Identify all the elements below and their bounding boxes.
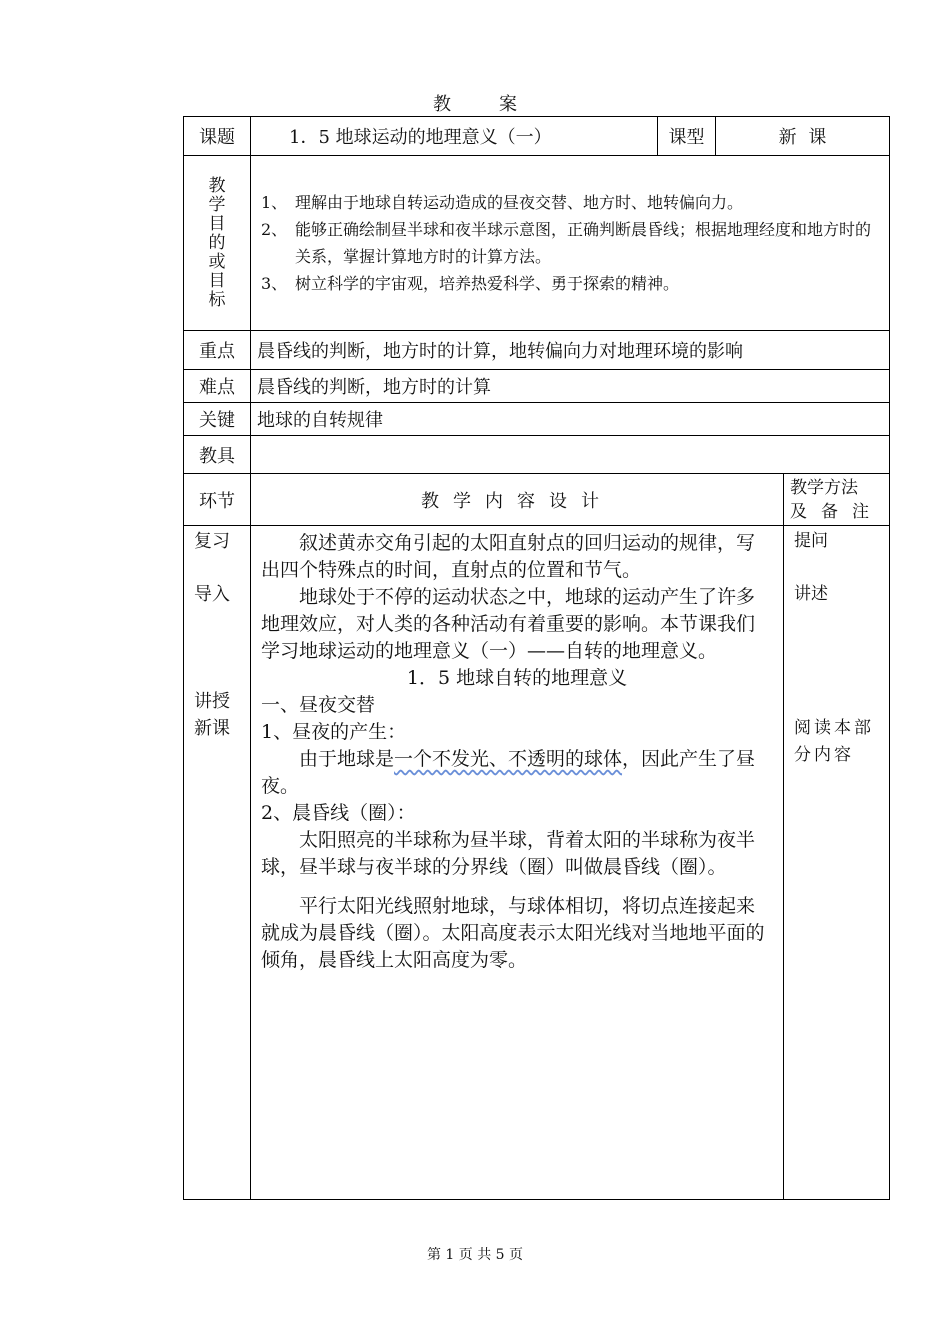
stage-review: 复习: [194, 531, 230, 552]
key-points-label: 重点: [184, 331, 251, 370]
objective-item: 1、 理解由于地球自转运动造成的昼夜交替、地方时、地转偏向力。: [261, 193, 744, 212]
stage-intro: 导入: [194, 584, 230, 605]
highlighted-phrase: 一个不发光、不透明的球体: [394, 748, 623, 770]
note-read: 阅读本部分内容: [794, 718, 874, 765]
heading-origin: 1、昼夜的产生：: [261, 721, 407, 743]
topic-value: 1．5 地球运动的地理意义（一）: [251, 117, 658, 156]
tools-value: [251, 436, 890, 474]
key-label: 关键: [184, 403, 251, 436]
objectives-row: [184, 156, 890, 331]
tools-label: 教具: [184, 436, 251, 474]
solar-altitude-paragraph: 平行太阳光线照射地球，与球体相切，将切点连接起来就成为晨昏线（圈）。太阳高度表示太阳光线对当地地平面的倾角，晨昏线上太阳高度为零。: [261, 895, 765, 971]
key-points-row: [184, 331, 890, 370]
stage-header: 环节: [184, 474, 251, 526]
key-row: [184, 403, 890, 436]
review-paragraph: 叙述黄赤交角引起的太阳直射点的回归运动的规律，写出四个特殊点的时间，直射点的位置和节气。: [261, 532, 756, 581]
terminator-paragraph: 太阳照亮的半球称为昼半球，背着太阳的半球称为夜半球，昼半球与夜半球的分界线（圈）叫做晨昏线（圈）。: [261, 829, 756, 878]
objectives-label-text: 教学目的或目标: [208, 175, 226, 310]
lesson-plan-table: [183, 116, 890, 1200]
page-footer: 第 1 页 共 5 页: [426, 1247, 524, 1263]
objective-item: 3、 树立科学的宇宙观，培养热爱科学、勇于探索的精神。: [261, 274, 680, 293]
notes-cell: [784, 526, 890, 1200]
notes-header-line1: 教学方法: [790, 477, 858, 498]
stage-teach: 讲授: [194, 691, 230, 712]
objective-item: 2、 能够正确绘制昼半球和夜半球示意图，正确判断晨昏线；根据地理经度和地方时的关系，掌握计算地方时的计算方法。: [261, 220, 872, 266]
objectives-label: [184, 156, 251, 331]
content-cell: [251, 526, 784, 1200]
intro-paragraph: 地球处于不停的运动状态之中，地球的运动产生了许多地理效应，对人类的各种活动有着重要的影响。本节课我们学习地球运动的地理意义（一）——自转的地理意义。: [261, 586, 756, 662]
note-lecture: 讲述: [794, 584, 828, 604]
topic-row: [184, 117, 890, 156]
design-header-row: [184, 474, 890, 526]
tools-row: [184, 436, 890, 474]
stage-new-lesson: 新课: [194, 718, 230, 739]
note-ask: 提问: [794, 531, 828, 551]
document-title: 教案: [433, 94, 565, 115]
key-points-value: 晨昏线的判断，地方时的计算，地转偏向力对地理环境的影响: [251, 331, 890, 370]
key-value: 地球的自转规律: [251, 403, 890, 436]
lesson-type-label: 课型: [658, 117, 716, 156]
heading-day-night: 一、昼夜交替: [261, 694, 376, 716]
notes-header: [784, 474, 890, 526]
section-title: 1．5 地球自转的地理意义: [406, 667, 628, 689]
notes-header-line2: 及备注: [790, 501, 883, 522]
content-row: [184, 526, 890, 1200]
objectives-list: [261, 189, 883, 297]
difficulties-label: 难点: [184, 370, 251, 403]
stages-cell: [184, 526, 251, 1200]
lesson-type-value: 新 课: [716, 117, 890, 156]
difficulties-value: 晨昏线的判断，地方时的计算: [251, 370, 890, 403]
heading-terminator: 2、晨昏线（圈）：: [261, 802, 416, 824]
difficulties-row: [184, 370, 890, 403]
content-header: 教学内容设计: [251, 474, 784, 526]
origin-paragraph: 由于地球是一个不发光、不透明的球体，因此产生了昼夜。: [261, 748, 756, 797]
objectives-cell: [251, 156, 890, 331]
topic-label: 课题: [184, 117, 251, 156]
